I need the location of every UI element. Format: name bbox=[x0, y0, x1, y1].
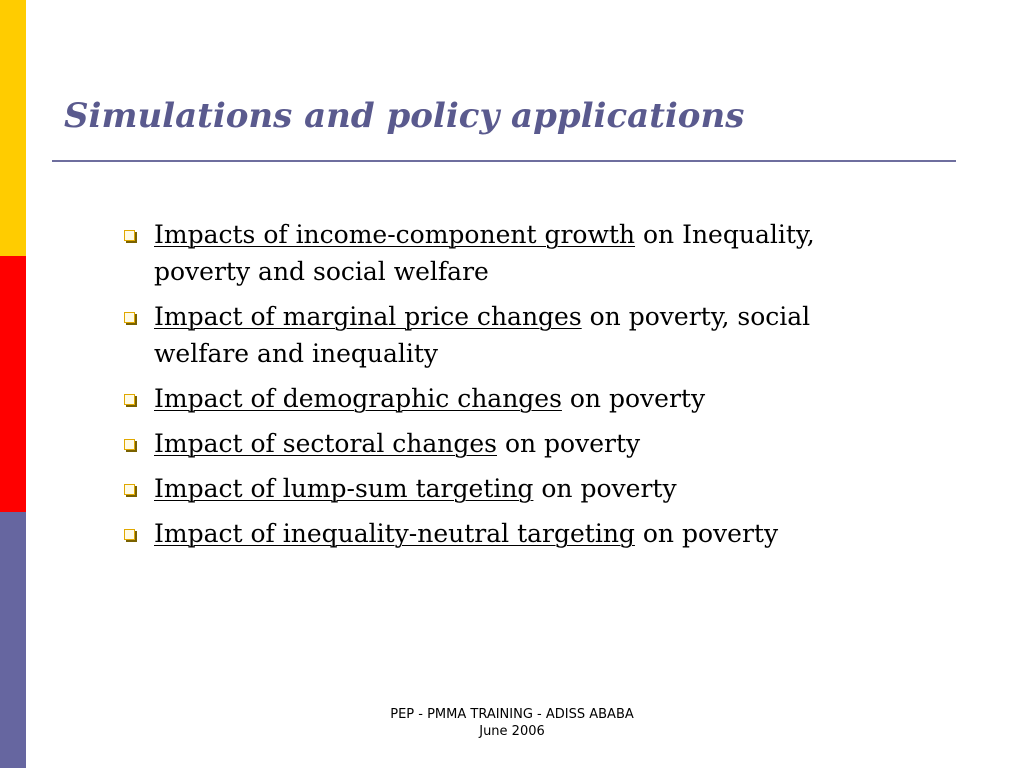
square-bullet-icon bbox=[124, 529, 135, 540]
square-bullet-icon bbox=[124, 439, 135, 450]
bullet-item bbox=[118, 470, 898, 507]
bullet-link[interactable]: Impact of demographic changes bbox=[154, 384, 562, 413]
bullet-text: on poverty, social welfare and inequality bbox=[154, 302, 811, 368]
title-divider bbox=[52, 160, 956, 162]
side-color-bar bbox=[0, 0, 26, 768]
bullet-item bbox=[118, 515, 898, 552]
bullet-link[interactable]: Impact of marginal price changes bbox=[154, 302, 582, 331]
square-bullet-icon bbox=[124, 230, 135, 241]
bullet-text: on poverty bbox=[634, 519, 779, 548]
square-bullet-icon bbox=[124, 484, 135, 495]
bullet-list bbox=[118, 216, 898, 560]
bullet-item bbox=[118, 380, 898, 417]
square-bullet-icon bbox=[124, 394, 135, 405]
slide-title: Simulations and policy applications bbox=[64, 96, 745, 136]
bullet-link[interactable]: Impact of inequality-neutral targeting bbox=[154, 519, 635, 548]
side-bar-red-segment bbox=[0, 256, 26, 512]
bullet-text: on poverty bbox=[497, 429, 641, 458]
bullet-link[interactable]: Impact of sectoral changes bbox=[154, 429, 497, 458]
bullet-link[interactable]: Impacts of income-component growth bbox=[154, 220, 636, 249]
bullet-text: on poverty bbox=[561, 384, 706, 413]
footer-event-text: PEP - PMMA TRAINING - ADISS ABABA bbox=[390, 707, 634, 722]
bullet-item bbox=[118, 298, 898, 372]
bullet-item bbox=[118, 425, 898, 462]
side-bar-yellow-segment bbox=[0, 0, 26, 256]
bullet-text: on poverty bbox=[533, 474, 677, 503]
bullet-text: on Inequality, poverty and social welfare bbox=[154, 220, 815, 286]
bullet-item bbox=[118, 216, 898, 290]
side-bar-blue-segment bbox=[0, 512, 26, 768]
square-bullet-icon bbox=[124, 312, 135, 323]
slide-footer bbox=[312, 706, 712, 740]
bullet-link[interactable]: Impact of lump-sum targeting bbox=[154, 474, 534, 503]
footer-date-text: June 2006 bbox=[479, 724, 545, 739]
